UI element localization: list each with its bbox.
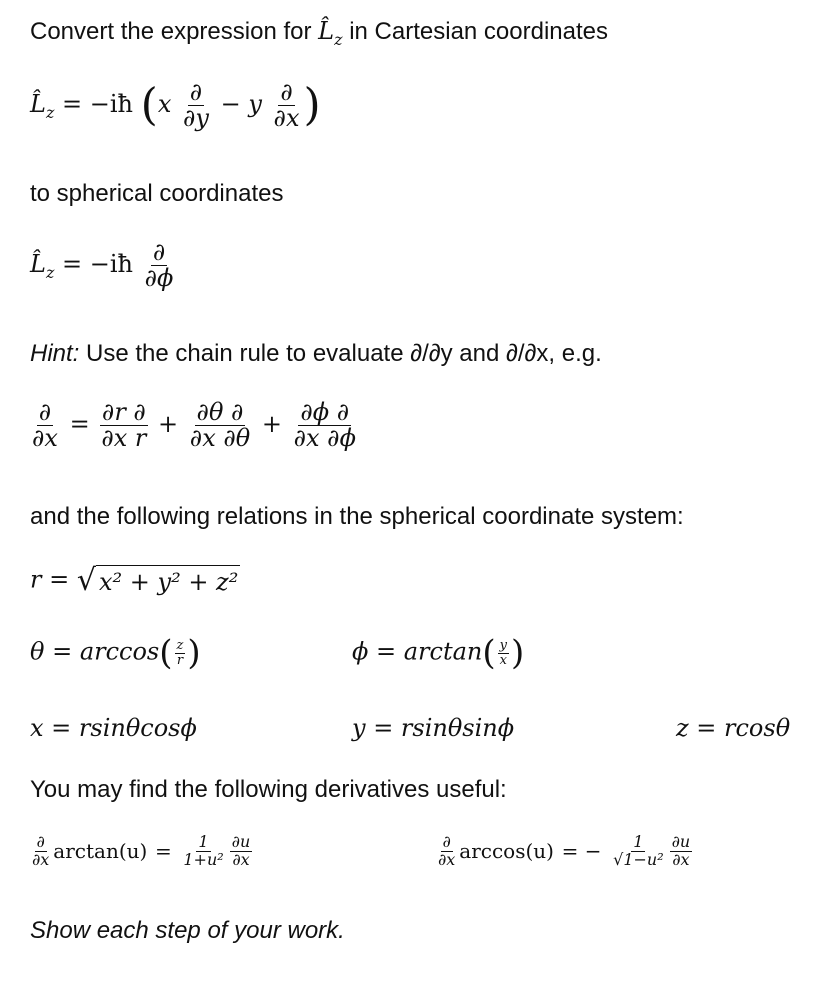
hint-line — [30, 340, 602, 368]
derivatives-intro: You may find the following derivatives useful: — [30, 776, 507, 803]
term-r-fraction: $\frac{\partial r \partial}{\text{∂x r}}$ — [101, 398, 147, 453]
lz-symbol: $L̂_z$ — [30, 250, 55, 282]
to-spherical-text: to spherical coordinates — [30, 180, 284, 207]
r-relation — [30, 563, 240, 598]
phi-relation: ϕ = arctan( $\frac{y}{x}$ ) — [352, 633, 525, 673]
hint-label: Hint: — [30, 340, 80, 367]
equals: = — [69, 410, 90, 439]
plus-1: + — [158, 410, 179, 439]
hint-text: Use the chain rule to evaluate ∂/∂y and ∂/∂x, e.g. — [79, 340, 602, 367]
lz-symbol: $L̂_z$ — [30, 90, 55, 122]
eq-lhs: = −iħ — [62, 90, 133, 119]
theta-relation: θ = arccos( $\frac{z}{r}$ ) — [30, 633, 201, 673]
spherical-equation — [30, 240, 177, 291]
r-lhs: r = — [30, 565, 70, 594]
eq-lhs: = −iħ — [62, 250, 133, 279]
deriv-arccos: $\frac{\partial}{\partial x}$ arccos(u) = − $\frac{1}{\text{√1−u²}}$ $\frac{\partial u}{\partial x}$ — [438, 832, 691, 869]
relations-intro: and the following relations in the spherical coordinate system: — [30, 503, 684, 530]
deriv-arctan: $\frac{\partial}{\partial x}$ arctan(u) = $\frac{1}{\text{1+u²}}$ $\frac{\partial u}{\partial x}$ — [32, 832, 251, 869]
z-relation: z = rcosθ — [676, 714, 791, 742]
term-phi-fraction: $\frac{\partial\phi \partial}{\partial x \partial\phi}$ — [293, 398, 356, 453]
intro-before: Convert the expression for — [30, 18, 312, 45]
plus-2: + — [261, 410, 282, 439]
chain-rule-equation — [28, 400, 360, 451]
x-relation: x = rsinθcosϕ — [30, 714, 197, 742]
partial-phi-fraction: $\frac{\partial}{\partial\phi}$ — [144, 238, 174, 293]
term-theta-fraction: $\frac{\partial\theta \partial}{\partial x \partial\theta}$ — [189, 398, 251, 453]
intro-after: in Cartesian coordinates — [349, 18, 609, 45]
term-y: − y — [220, 90, 262, 119]
closing-instruction: Show each step of your work. — [30, 917, 345, 944]
partial-x-fraction: $\frac{\partial}{\partial x}$ — [273, 78, 300, 133]
y-relation: y = rsinθsinϕ — [352, 714, 515, 742]
cartesian-equation — [30, 80, 321, 131]
intro-line — [30, 18, 608, 48]
sqrt: √ x² + y² + z² — [76, 563, 239, 598]
lz-symbol: $L̂_z$ — [318, 17, 343, 49]
paren-open: ( — [140, 79, 158, 131]
paren-close: ) — [303, 79, 321, 131]
lhs-fraction: $\frac{\partial}{\partial x}$ — [32, 398, 58, 453]
partial-y-fraction: $\frac{\partial}{\partial y}$ — [183, 78, 209, 133]
term-x: x — [157, 90, 172, 119]
